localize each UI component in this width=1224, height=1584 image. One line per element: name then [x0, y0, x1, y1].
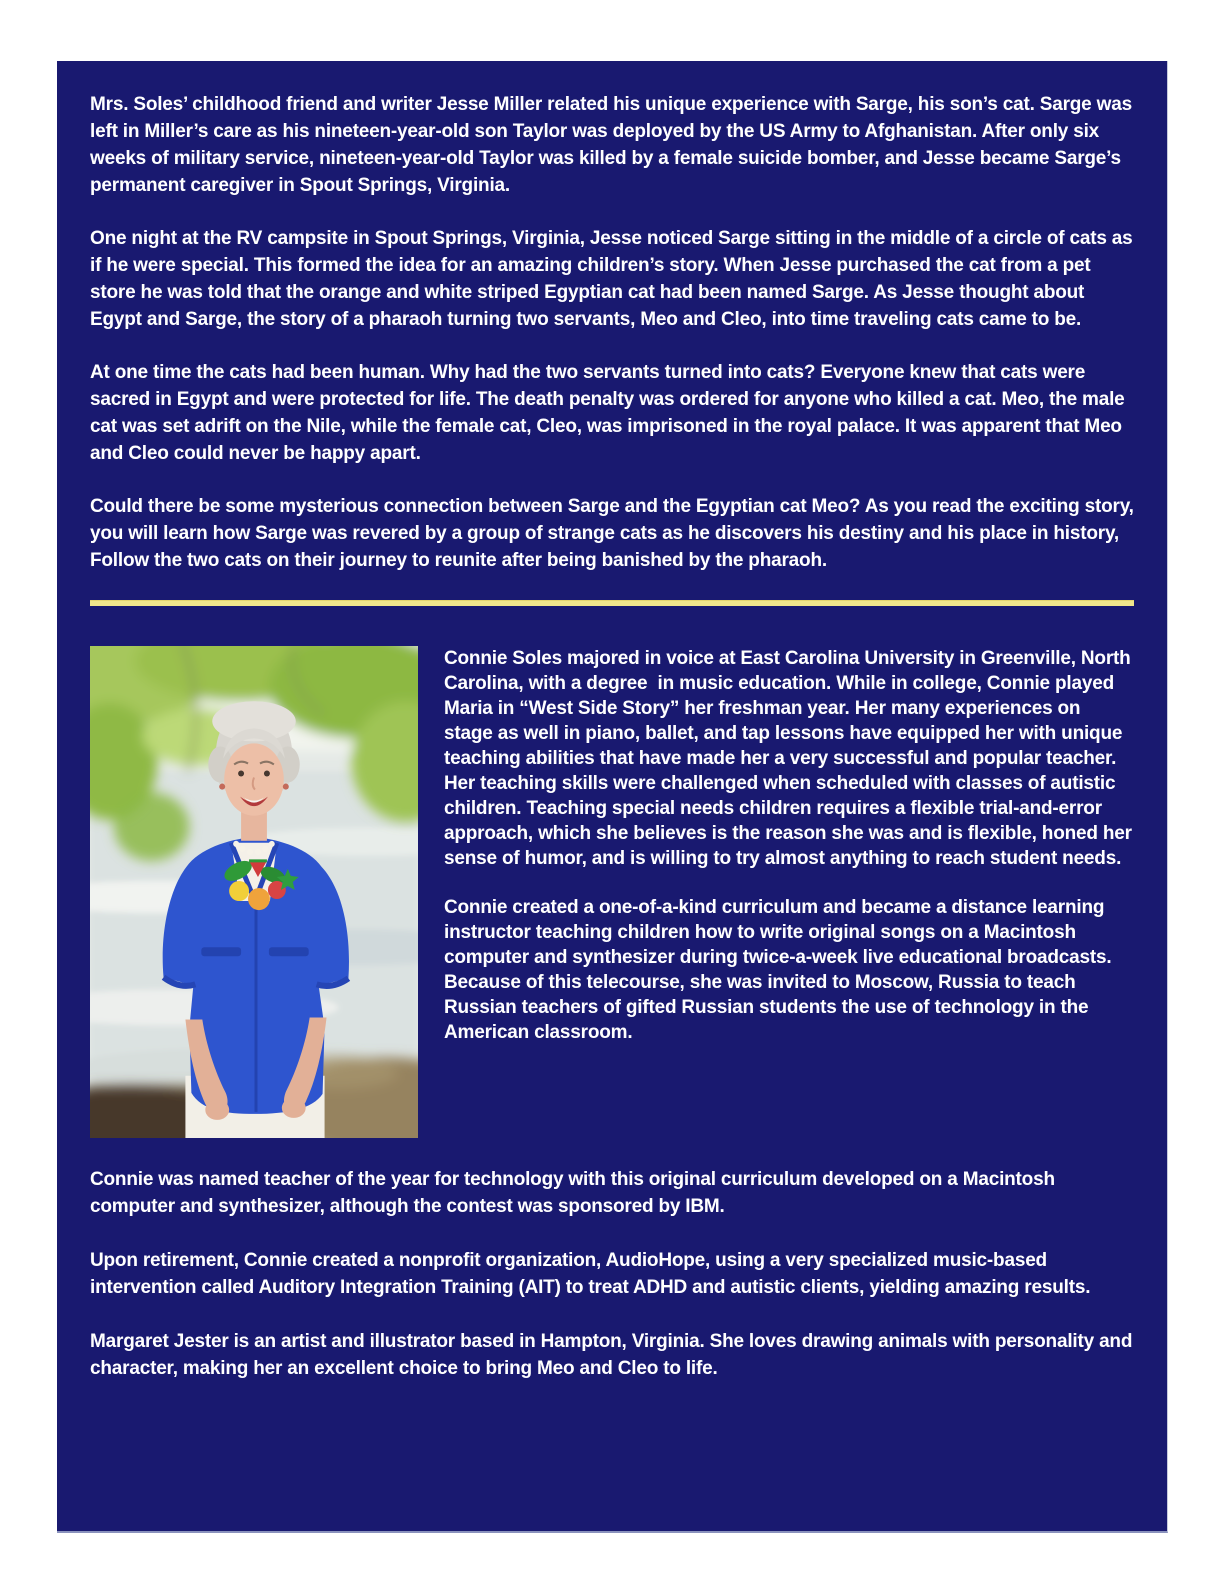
- bio-paragraph-2: Connie created a one-of-a-kind curriculum and became a distance learning instructor teaching children how to write original songs on a Macintosh computer and synthesizer during twice-a-week live educational broadcasts. Because of this telecourse, she was invited to Moscow, Russia to teach Russian teachers of gifted Russian students the use of technology in the American classroom.: [444, 897, 1117, 1043]
- synopsis-paragraph-2: One night at the RV campsite in Spout Springs, Virginia, Jesse noticed Sarge sitting in the middle of a circle of cats as if he were special. This formed the idea for an amazing children’s story. When Jesse purchased the cat from a pet store he was told that the orange and white striped Egyptian cat had been named Sarge. As Jesse thought about Egypt and Sarge, the story of a pharaoh turning two servants, Meo and Cleo, into time traveling cats came to be.: [90, 228, 1138, 330]
- story-synopsis-section: [90, 91, 1139, 574]
- author-photo-illustration: [90, 646, 418, 1138]
- section-divider-rule: [90, 600, 1134, 606]
- closing-paragraph-3: Margaret Jester is an artist and illustrator based in Hampton, Virginia. She loves drawing animals with personality and character, making her an excellent choice to bring Meo and Cleo to life.: [90, 1331, 1138, 1379]
- author-bio-text: [444, 646, 1137, 1069]
- closing-section: [90, 1166, 1138, 1382]
- closing-paragraph-1: Connie was named teacher of the year for technology with this original curriculum developed on a Macintosh computer and synthesizer, although the contest was sponsored by IBM.: [90, 1169, 1060, 1217]
- closing-paragraph-2: Upon retirement, Connie created a nonprofit organization, AudioHope, using a very specialized music-based intervention called Auditory Integration Training (AIT) to treat ADHD and autistic clients, yielding amazing results.: [90, 1250, 1091, 1298]
- author-bio-section: [90, 646, 1137, 1138]
- synopsis-paragraph-3: At one time the cats had been human. Why had the two servants turned into cats? Everyone knew that cats were sacred in Egypt and were protected for life. The death penalty was ordered for anyone who killed a cat. Meo, the male cat was set adrift on the Nile, while the female cat, Cleo, was imprisoned in the royal palace. It was apparent that Meo and Cleo could never be happy apart.: [90, 362, 1130, 464]
- synopsis-paragraph-1: Mrs. Soles’ childhood friend and writer Jesse Miller related his unique experience with Sarge, his son’s cat. Sarge was left in Miller’s care as his nineteen-year-old son Taylor was deployed by the US Army to Afghanistan. After only six weeks of military service, nineteen-year-old Taylor was killed by a female suicide bomber, and Jesse became Sarge’s permanent caregiver in Spout Springs, Virginia.: [90, 94, 1138, 196]
- content-panel: [57, 61, 1168, 1533]
- synopsis-paragraph-4: Could there be some mysterious connection between Sarge and the Egyptian cat Meo? As you read the exciting story, you will learn how Sarge was revered by a group of strange cats as he discovers his destiny and his place in history, Follow the two cats on their journey to reunite after being banished by the pharaoh.: [90, 496, 1139, 571]
- author-photo: [90, 646, 418, 1138]
- bio-paragraph-1: Connie Soles majored in voice at East Carolina University in Greenville, North Carolina, with a degree in music education. While in college, Connie played Maria in “West Side Story” her freshman year. Her many experiences on stage as well in piano, ballet, and tap lessons have equipped her with unique teaching abilities that have made her a very successful and popular teacher. Her teaching skills were challenged when scheduled with classes of autistic children. Teaching special needs children requires a flexible trial-and-error approach, which she believes is the reason she was and is flexible, honed her sense of humor, and is willing to try almost anything to reach student needs.: [444, 648, 1137, 869]
